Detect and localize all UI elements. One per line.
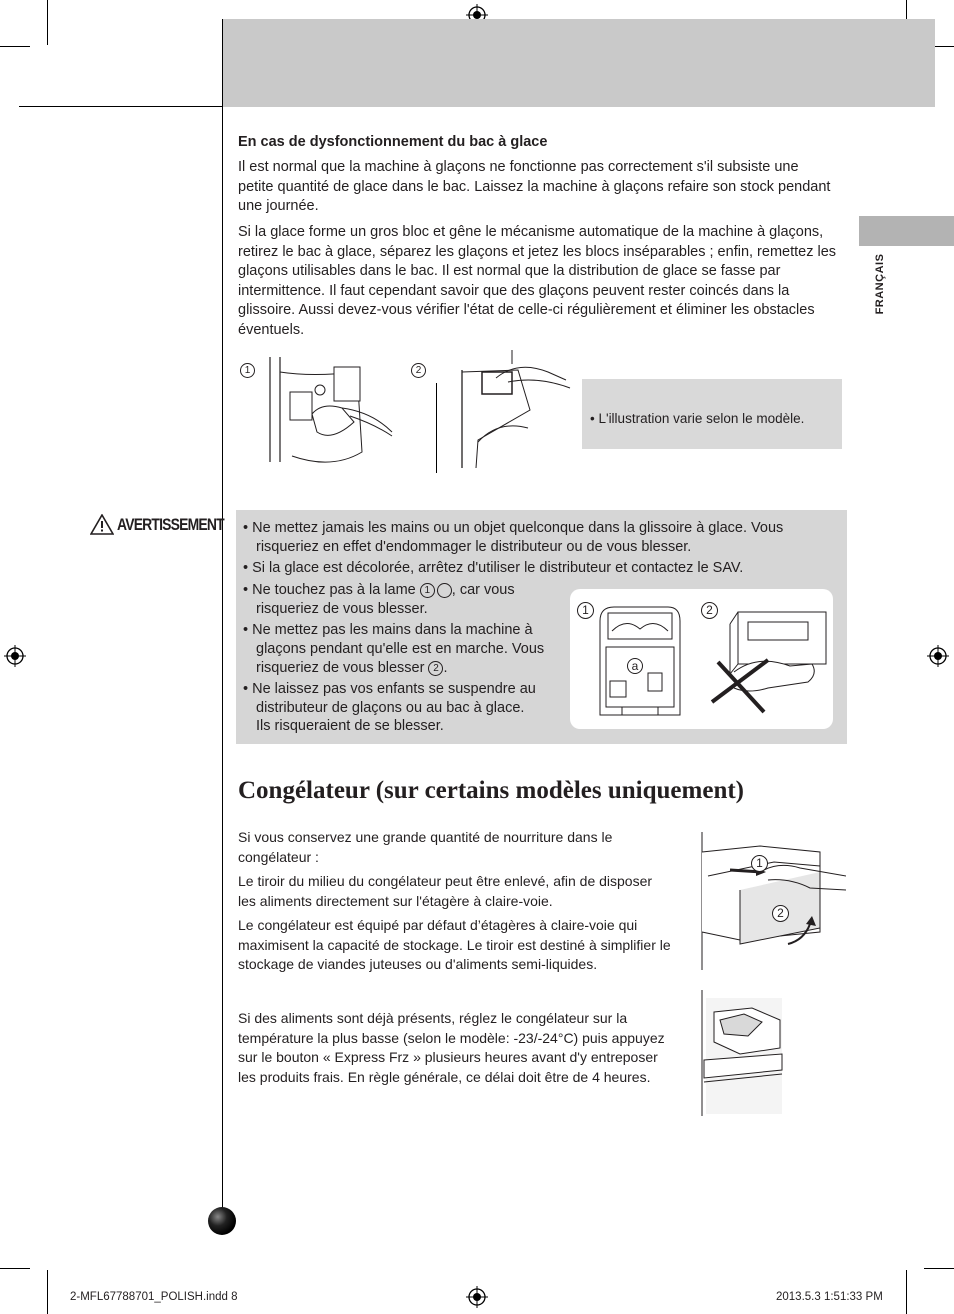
- figure-number: 2: [772, 905, 789, 922]
- warning-bullet: • Ne mettez jamais les mains ou un objet quelconque dans la glissoire à glace. Vous: [243, 520, 784, 536]
- malfunction-para-1: Il est normal que la machine à glaçons ne fonctionne pas correctement s'il subsiste une petite quantité de glace dans le bac. Laissez la machine à glaçons refaire son stock pendant une journée.: [238, 159, 831, 214]
- figure-number: 2: [701, 602, 718, 619]
- warning-bullet: • Ne laissez pas vos enfants se suspendre au: [243, 681, 536, 697]
- drawer-removal-illustration: [700, 832, 846, 972]
- registration-mark-icon: [4, 645, 26, 667]
- number-marker: 2: [428, 661, 443, 676]
- registration-mark-icon: [927, 645, 949, 667]
- warning-bullet-cont: risqueriez de vous blesser.: [256, 601, 428, 617]
- warning-label: AVERTISSEMENT: [90, 514, 247, 535]
- freezer-para-1: Si vous conservez une grande quantité de nourriture dans le congélateur :: [238, 829, 613, 865]
- warning-bullet-cont: Ils risqueraient de se blesser.: [256, 718, 444, 734]
- warning-bullet: • Si la glace est décolorée, arrêtez d'utiliser le distributeur et contactez le SAV.: [243, 560, 744, 576]
- footer-timestamp: 2013.5.3 1:51:33 PM: [776, 1291, 883, 1303]
- header-rule: [19, 106, 223, 107]
- figure-divider: [436, 383, 437, 473]
- page-marker-icon: [207, 1206, 237, 1236]
- warning-bullet-cont: distributeur de glaçons ou au bac à glace.: [256, 700, 525, 716]
- crop-mark: [47, 0, 48, 45]
- freezer-shelf-illustration: [700, 990, 786, 1118]
- ice-bin-illustration: [262, 352, 402, 470]
- language-tab: [859, 216, 954, 246]
- warning-bullet-cont: glaçons pendant qu'elle est en marche. Vous: [256, 641, 545, 657]
- crop-mark: [924, 1268, 954, 1269]
- warning-triangle-icon: [90, 514, 114, 535]
- language-label: FRANÇAIS: [874, 253, 886, 315]
- crop-mark: [0, 1268, 30, 1269]
- figure-number: 2: [411, 363, 426, 378]
- warning-bullet-cont: risqueriez en effet d'endommager le distributeur ou de vous blesser.: [256, 539, 692, 555]
- footer-filename: 2-MFL67788701_POLISH.indd 8: [70, 1291, 238, 1303]
- number-marker-empty: [437, 583, 452, 598]
- warning-bullet: • Ne mettez pas les mains dans la machine à: [243, 622, 533, 638]
- crop-mark: [0, 46, 30, 47]
- figure-number: 1: [577, 602, 594, 619]
- margin-line: [222, 19, 223, 1214]
- number-marker: 1: [420, 583, 435, 598]
- hand-in-icemaker-illustration: [708, 604, 830, 716]
- freezer-para-2: Le tiroir du milieu du congélateur peut être enlevé, afin de disposer les aliments directement sur l'étagère à claire-voie.: [238, 873, 653, 909]
- header-band: [223, 19, 935, 107]
- malfunction-para-2: Si la glace forme un gros bloc et gêne le mécanisme automatique de la machine à glaçons, retirez le bac à glace, séparez les glaçons et jetez les blocs inséparables ; enfin, remettez les glaçons utilisables dans le bac. Il est normal que la distribution de glace se fasse par intermittence. Il faut cependant savoir que des glaçons peuvent rester coincés dans la glissoire. Aussi devez-vous vérifier l'état de celle-ci régulièrement et éliminer les obstacles éventuels.: [238, 224, 837, 338]
- section-title: Congélateur (sur certains modèles uniquement): [238, 777, 744, 804]
- malfunction-heading: En cas de dysfonctionnement du bac à glace: [238, 134, 548, 150]
- freezer-para-3: Le congélateur est équipé par défaut d’étagères à claire-voie qui maximisent la capacité de stockage. Le tiroir est destiné à simplifier le stockage de viandes juteuses ou d'aliments semi-liquides.: [238, 917, 671, 972]
- freezer-para-4: Si des aliments sont déjà présents, réglez le congélateur sur la température la plus basse (selon le modèle: -23/-24°C) puis appuyez sur le bouton « Express Frz » plusieurs heures avant d'y entreposer les produits frais. En règle générale, ce délai doit être de 4 heures.: [238, 1010, 665, 1085]
- crop-mark: [47, 1270, 48, 1314]
- illustration-note: • L'illustration varie selon le modèle.: [582, 379, 842, 449]
- chute-cleaning-illustration: [458, 350, 573, 472]
- warning-bullet: • Ne touchez pas à la lame 1 , car vous: [243, 582, 515, 598]
- figure-number: 1: [240, 363, 255, 378]
- crop-mark: [906, 1270, 907, 1314]
- registration-mark-icon: [466, 1286, 488, 1308]
- figure-number: 1: [751, 855, 768, 872]
- warning-bullet-cont: risqueriez de vous blesser 2 .: [256, 660, 448, 676]
- figure-letter: a: [627, 658, 643, 674]
